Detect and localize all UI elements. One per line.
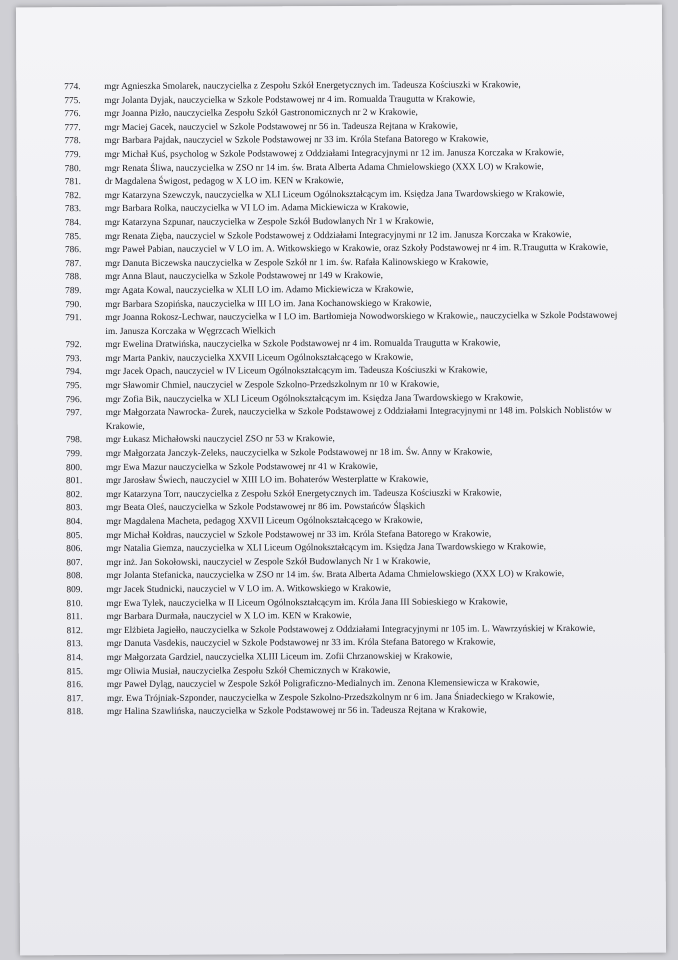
entry-number: 808.	[66, 571, 83, 582]
entry-text: mgr Barbara Szopińska, nauczycielka w III LO im. Jana Kochanowskiego w Krakowie,	[105, 298, 432, 310]
entry-text: mgr Małgorzata Gardziel, nauczycielka XLIII Liceum im. Zofii Chrzanowskiej w Krakowie,	[106, 651, 453, 663]
entry-text: mgr inż. Jan Sokołowski, nauczyciel w Zespole Szkół Budowlanych Nr 1 w Krakowie,	[106, 556, 431, 568]
entry-text: mgr Natalia Giemza, nauczycielka w XLI Liceum Ogólnokształcącym im. Księdza Jana Twardowskiego w Krakowie,	[106, 542, 546, 555]
entry-text: mgr Joanna Pizło, nauczycielka Zespołu Szkół Gastronomicznych nr 2 w Krakowie,	[104, 107, 418, 120]
entry-number: 804.	[66, 517, 83, 528]
document-page	[16, 5, 666, 956]
entry-number: 789.	[65, 286, 82, 297]
entry-number: 776.	[64, 109, 81, 120]
entry-text: mgr Katarzyna Torr, nauczycielka z Zespołu Szkół Energetycznych im. Tadeusza Kościuszki w Krakowie,	[106, 488, 502, 500]
entry-number: 801.	[65, 476, 83, 487]
entry-text: mgr Ewelina Dratwińska, nauczycielka w Szkole Podstawowej nr 4 im. Romualda Traugutta w Krakowie,	[105, 338, 501, 351]
entry-text: mgr Małgorzata Janczyk-Zeleks, nauczycielka w Szkole Podstawowej nr 18 im. Św. Anny w Krakowie,	[105, 447, 493, 460]
entry-number: 780.	[64, 163, 81, 174]
entry-number: 784.	[64, 218, 82, 229]
entry-number: 811.	[66, 612, 83, 623]
entry-text: mgr Barbara Durmała, nauczyciel w X LO im. KEN w Krakowie,	[106, 611, 352, 623]
entry-text: mgr Agnieszka Smolarek, nauczycielka z Zespołu Szkół Energetycznych im. Tadeusza Kościuszki w Krakowie,	[104, 80, 521, 93]
entry-text: mgr Joanna Rokosz-Lechwar, nauczycielka w I LO im. Bartłomieja Nowodworskiego w Krakowie,, nauczycielka w Szkole Podstawowej im. Janusza Korczaka w Węgrzcach Wielkich	[105, 310, 618, 337]
entry-number: 783.	[64, 204, 82, 215]
entry-number: 777.	[64, 122, 81, 133]
entry-text: mgr Magdalena Macheta, pedagog XXVII Liceum Ogólnokształcącego w Krakowie,	[106, 515, 423, 528]
entry-number: 792.	[65, 340, 82, 351]
entry-text: mgr Paweł Pabian, nauczyciel w V LO im. A. Witkowskiego w Krakowie, oraz Szkoły Podstawowej nr 4 im. R.Traugutta w Krakowie,	[104, 242, 609, 256]
entry-text: mgr Jacek Opach, nauczyciel w IV Liceum Ogólnokształcącym im. Tadeusza Kościuszki w Krakowie,	[105, 365, 488, 378]
entry-number: 786.	[64, 245, 82, 256]
entry-number: 805.	[66, 530, 83, 541]
entry-number: 806.	[66, 544, 83, 555]
entry-text: mgr Halina Szawlińska, nauczycielka w Szkole Podstawowej nr 56 in. Tadeusza Rejtana w Krakowie,	[106, 705, 487, 718]
entry-text: mgr Małgorzata Nawrocka- Żurek, nauczycielka w Szkole Podstawowej z Oddziałami Integracyjnymi nr 148 im. Polskich Noblistów w Krakowie,	[105, 406, 612, 432]
entry-text: mgr Oliwia Musiał, nauczycielka Zespołu Szkół Chemicznych w Krakowie,	[106, 665, 391, 677]
entry-number: 790.	[65, 299, 82, 310]
entry-number: 795.	[65, 381, 82, 392]
entry-text: mgr. Ewa Trójniak-Szponder, nauczycielka w Zespole Szkolno-Przedszkolnym nr 6 im. Jana Śniadeckiego w Krakowie,	[106, 691, 555, 704]
entry-number: 807.	[66, 557, 83, 568]
entry-number: 816.	[66, 680, 84, 691]
entry-number: 813.	[66, 639, 84, 650]
signatory-list	[64, 79, 627, 720]
entry-text: mgr Katarzyna Szewczyk, nauczycielka w XLI Liceum Ogólnokształcącym im. Księdza Jana Twardowskiego w Krakowie,	[104, 188, 565, 201]
entry-text: mgr Marta Pankiv, nauczycielka XXVII Liceum Ogólnokształcącego w Krakowie,	[105, 352, 414, 364]
entry-text: mgr Paweł Dyląg, nauczyciel w Zespole Szkół Poligraficzno-Medialnych im. Zenona Klemensiewicza w Krakowie,	[106, 678, 540, 691]
entry-number: 800.	[65, 462, 83, 473]
entry-number: 775.	[64, 95, 81, 106]
entry-text: mgr Sławomir Chmiel, nauczyciel w Zespole Szkolno-Przedszkolnym nr 10 w Krakowie,	[105, 379, 440, 392]
entry-text: mgr Ewa Mazur nauczycielka w Szkole Podstawowej nr 41 w Krakowie,	[105, 461, 378, 473]
entry-number: 812.	[66, 625, 83, 636]
entry-text: mgr Jarosław Świech, nauczyciel w XIII LO im. Bohaterów Westerplatte w Krakowie,	[105, 474, 429, 487]
entry-number: 788.	[65, 272, 82, 283]
entry-text: mgr Ewa Tylek, nauczycielka w II Liceum Ogólnokształcącym im. Króla Jana III Sobieskiego w Krakowie,	[106, 596, 508, 609]
entry-number: 803.	[66, 503, 83, 514]
entry-text: mgr Katarzyna Szpunar, nauczycielka w Zespole Szkół Budowlanych Nr 1 w Krakowie,	[104, 216, 434, 228]
entry-text: mgr Renata Zięba, nauczyciel w Szkole Podstawowej z Oddziałami Integracyjnymi nr 12 im. Janusza Korczaka w Krakowie,	[104, 229, 572, 242]
entry-number: 787.	[65, 258, 82, 269]
entry-number: 778.	[64, 136, 81, 147]
list-item	[66, 405, 626, 435]
entry-number: 794.	[65, 367, 82, 378]
entry-text: mgr Anna Blaut, nauczycielka w Szkole Podstawowej nr 149 w Krakowie,	[105, 271, 383, 283]
entry-number: 782.	[64, 190, 82, 201]
entry-text: mgr Barbara Rolka, nauczycielka w VI LO im. Adama Mickiewicza w Krakowie,	[104, 203, 409, 215]
entry-text: mgr Elżbieta Jagiełło, nauczycielka w Szkole Podstawowej z Oddziałami Integracyjnymi nr 105 im. L. Wawrzyńskiej w Krakowie,	[106, 623, 596, 636]
entry-text: mgr Michał Kołdras, nauczyciel w Szkole Podstawowej nr 33 im. Króla Stefana Batorego w Krakowie,	[106, 528, 492, 541]
entry-text: mgr Renata Śliwa, nauczycielka w ZSO nr 14 im. św. Brata Alberta Adama Chmielowskiego (XXX LO) w Krakowie,	[104, 161, 544, 174]
entry-number: 785.	[64, 231, 82, 242]
list-item	[67, 704, 627, 720]
entry-number: 817.	[66, 693, 84, 704]
entry-text: mgr Agata Kowal, nauczycielka w XLII LO im. Adamo Mickiewicza w Krakowie,	[105, 284, 414, 296]
entry-number: 815.	[66, 666, 84, 677]
entry-text: mgr Jolanta Dyjak, nauczycielka w Szkole Podstawowej nr 4 im. Romualda Traugutta w Krakowie,	[104, 94, 476, 106]
entry-number: 810.	[66, 598, 83, 609]
entry-number: 781.	[64, 177, 82, 188]
entry-number: 793.	[65, 354, 82, 365]
entry-number: 798.	[65, 435, 83, 446]
entry-text: mgr Zofia Bik, nauczycielka w XLI Liceum Ogólnokształcącym im. Księdza Jana Twardowskiego w Krakowie,	[105, 392, 524, 405]
entry-text: mgr Beata Oleś, nauczycielka w Szkole Podstawowej nr 86 im. Powstańców Śląskich	[106, 502, 426, 514]
entry-text: mgr Jacek Studnicki, nauczyciel w V LO im. A. Witkowskiego w Krakowie,	[106, 583, 391, 595]
entry-number: 809.	[66, 585, 83, 596]
entry-text: mgr Jolanta Stefanicka, nauczycielka w ZSO nr 14 im. św. Brata Alberta Adama Chmielowskiego (XXX LO) w Krakowie,	[106, 569, 565, 582]
entry-text: mgr Barbara Pajdak, nauczyciel w Szkole Podstawowej nr 33 im. Króla Stefana Batorego w Krakowie,	[104, 134, 489, 147]
entry-number: 774.	[64, 82, 81, 93]
entry-number: 779.	[64, 150, 81, 161]
entry-text: dr Magdalena Świgost, pedagog w X LO im. KEN w Krakowie,	[104, 176, 344, 188]
entry-number: 802.	[66, 489, 83, 501]
entry-number: 799.	[65, 449, 83, 460]
entry-number: 814.	[66, 653, 84, 664]
entry-number: 796.	[65, 394, 82, 405]
entry-text: mgr Danuta Vasdekis, nauczyciel w Szkole Podstawowej nr 33 im. Króla Stefana Batorego w Krakowie,	[106, 637, 496, 650]
entry-text: mgr Łukasz Michałowski nauczyciel ZSO nr 53 w Krakowie,	[105, 434, 335, 446]
entry-number: 791.	[65, 313, 82, 324]
entry-number: 797.	[65, 408, 83, 419]
entry-text: mgr Michał Kuś, psycholog w Szkole Podstawowej z Oddziałami Integracyjnymi nr 12 im. Janusza Korczaka w Krakowie,	[104, 147, 564, 160]
entry-text: mgr Maciej Gacek, nauczyciel w Szkole Podstawowej nr 56 in. Tadeusza Rejtana w Krakowie,	[104, 121, 458, 133]
entry-text: mgr Danuta Biczewska nauczycielka w Zespole Szkół nr 1 im. św. Rafała Kalinowskiego w Krakowie,	[105, 257, 489, 269]
entry-number: 818.	[66, 707, 84, 718]
list-item	[65, 310, 625, 340]
